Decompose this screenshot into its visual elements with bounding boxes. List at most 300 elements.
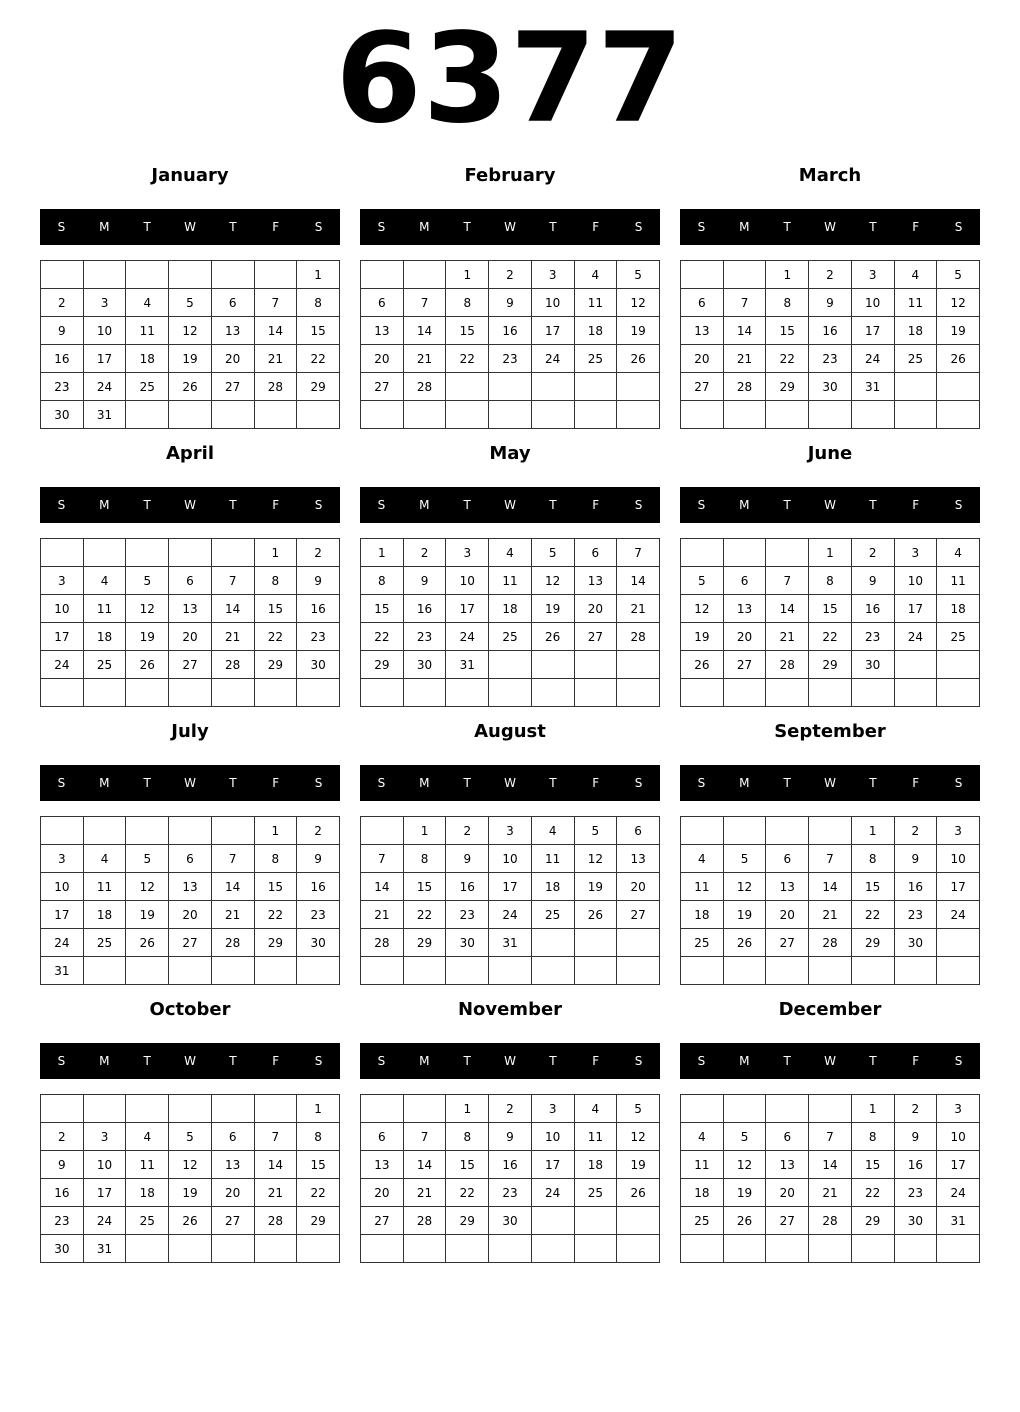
weekday-label: T	[463, 776, 471, 790]
day-cell: 12	[169, 317, 212, 345]
day-cell: 3	[83, 1123, 126, 1151]
day-cell: 19	[169, 345, 212, 373]
day-cell: 18	[681, 901, 724, 929]
day-cell: 31	[446, 651, 489, 679]
day-cell: 23	[41, 373, 84, 401]
weekday-label: T	[143, 220, 151, 234]
day-cell: 30	[41, 401, 84, 429]
weekday-label: S	[314, 220, 323, 234]
day-cell: 2	[297, 539, 340, 567]
weekday-label: S	[634, 776, 643, 790]
day-cell: 10	[937, 845, 980, 873]
day-cell: 30	[297, 651, 340, 679]
day-cell: 4	[83, 567, 126, 595]
weekday-label: T	[229, 220, 237, 234]
day-cell: 1	[297, 1095, 340, 1123]
day-cell: 16	[297, 873, 340, 901]
day-cell: 7	[211, 845, 254, 873]
day-cell: 3	[531, 1095, 574, 1123]
day-cell: 15	[361, 595, 404, 623]
day-cell: 24	[41, 929, 84, 957]
day-cell	[937, 1235, 980, 1263]
weekday-label: T	[783, 220, 791, 234]
day-cell: 22	[809, 623, 852, 651]
weekday-header	[680, 209, 980, 245]
weekday-label: T	[869, 1054, 877, 1068]
weekday-label: T	[869, 220, 877, 234]
day-cell: 26	[169, 373, 212, 401]
day-cell: 4	[83, 845, 126, 873]
day-cell	[894, 679, 937, 707]
day-cell: 23	[446, 901, 489, 929]
day-cell: 30	[489, 1207, 532, 1235]
day-cell: 29	[297, 1207, 340, 1235]
day-cell: 6	[211, 289, 254, 317]
week-row	[41, 1095, 340, 1123]
day-cell	[894, 651, 937, 679]
day-cell	[681, 1095, 724, 1123]
day-cell: 2	[446, 817, 489, 845]
day-cell: 7	[403, 289, 446, 317]
weekday-label: M	[99, 1054, 110, 1068]
day-cell	[617, 929, 660, 957]
week-row	[41, 623, 340, 651]
day-cell: 4	[894, 261, 937, 289]
day-cell: 16	[403, 595, 446, 623]
week-row	[361, 1235, 660, 1263]
day-cell	[211, 679, 254, 707]
day-cell: 25	[681, 1207, 724, 1235]
day-cell: 5	[617, 1095, 660, 1123]
day-cell: 22	[851, 901, 894, 929]
weekday-label: T	[549, 776, 557, 790]
day-cell	[809, 679, 852, 707]
weekday-label: W	[504, 776, 516, 790]
day-cell: 8	[851, 845, 894, 873]
weekday-label: T	[549, 498, 557, 512]
day-cell: 1	[403, 817, 446, 845]
day-cell	[126, 539, 169, 567]
week-row	[681, 817, 980, 845]
day-cell: 21	[361, 901, 404, 929]
weekday-label: S	[697, 220, 706, 234]
day-cell: 11	[83, 595, 126, 623]
day-cell: 18	[937, 595, 980, 623]
day-cell: 7	[361, 845, 404, 873]
day-cell	[681, 539, 724, 567]
day-cell	[574, 651, 617, 679]
week-row	[41, 1123, 340, 1151]
month-name: January	[151, 165, 229, 186]
weekday-header	[360, 1043, 660, 1079]
day-cell	[766, 539, 809, 567]
weekday-label: S	[377, 776, 386, 790]
day-cell: 5	[617, 261, 660, 289]
day-cell	[211, 957, 254, 985]
day-cell: 3	[937, 1095, 980, 1123]
day-cell: 3	[531, 261, 574, 289]
day-cell: 2	[41, 1123, 84, 1151]
weekday-label: F	[912, 498, 920, 512]
day-cell: 5	[681, 567, 724, 595]
day-cell	[126, 1095, 169, 1123]
week-row	[681, 289, 980, 317]
day-cell: 17	[446, 595, 489, 623]
day-cell: 29	[297, 373, 340, 401]
day-cell: 17	[83, 345, 126, 373]
day-cell: 31	[851, 373, 894, 401]
day-cell: 16	[41, 1179, 84, 1207]
day-cell: 17	[937, 1151, 980, 1179]
day-cell: 12	[126, 873, 169, 901]
day-cell: 17	[41, 901, 84, 929]
day-cell: 4	[574, 261, 617, 289]
day-cell	[574, 373, 617, 401]
day-cell: 21	[809, 1179, 852, 1207]
day-cell: 9	[41, 1151, 84, 1179]
day-cell	[681, 957, 724, 985]
day-cell: 29	[446, 1207, 489, 1235]
weekday-label: W	[504, 498, 516, 512]
day-cell	[894, 401, 937, 429]
weekday-header	[360, 765, 660, 801]
day-cell: 27	[766, 1207, 809, 1235]
weekday-label: F	[272, 220, 280, 234]
day-cell: 13	[361, 1151, 404, 1179]
day-cell: 1	[254, 817, 297, 845]
day-cell	[41, 539, 84, 567]
weekday-label: M	[419, 498, 430, 512]
day-cell: 1	[851, 817, 894, 845]
day-cell	[41, 261, 84, 289]
day-cell	[723, 817, 766, 845]
week-row	[41, 845, 340, 873]
day-cell: 28	[723, 373, 766, 401]
day-cell	[574, 1235, 617, 1263]
day-cell: 22	[297, 1179, 340, 1207]
day-grid	[360, 260, 660, 429]
day-cell	[937, 651, 980, 679]
weekday-label: M	[419, 1054, 430, 1068]
day-cell: 2	[894, 817, 937, 845]
week-row	[361, 1207, 660, 1235]
day-cell	[809, 1095, 852, 1123]
weekday-label: W	[824, 498, 836, 512]
weekday-label: S	[954, 220, 963, 234]
weekday-label: W	[504, 220, 516, 234]
week-row	[41, 373, 340, 401]
day-cell: 15	[851, 1151, 894, 1179]
weekday-label: M	[419, 220, 430, 234]
month-name: March	[798, 165, 862, 186]
weekday-label: T	[463, 498, 471, 512]
day-cell: 29	[766, 373, 809, 401]
month-name: November	[457, 999, 563, 1020]
day-cell	[403, 679, 446, 707]
day-cell	[937, 401, 980, 429]
week-row	[681, 539, 980, 567]
day-cell: 26	[617, 345, 660, 373]
day-cell: 16	[809, 317, 852, 345]
day-cell: 9	[851, 567, 894, 595]
day-cell: 1	[361, 539, 404, 567]
weekday-label: S	[634, 498, 643, 512]
week-row	[681, 1179, 980, 1207]
day-cell: 28	[403, 1207, 446, 1235]
day-cell: 14	[723, 317, 766, 345]
day-cell: 11	[681, 873, 724, 901]
day-cell	[126, 957, 169, 985]
day-cell: 8	[403, 845, 446, 873]
day-cell: 24	[489, 901, 532, 929]
day-cell: 10	[446, 567, 489, 595]
weekday-label: S	[954, 1054, 963, 1068]
week-row	[681, 261, 980, 289]
day-cell: 22	[254, 901, 297, 929]
day-cell: 16	[894, 873, 937, 901]
day-cell: 18	[83, 623, 126, 651]
day-cell: 26	[574, 901, 617, 929]
day-cell	[41, 679, 84, 707]
day-cell: 24	[531, 1179, 574, 1207]
week-row	[361, 845, 660, 873]
day-cell	[489, 401, 532, 429]
day-cell: 16	[297, 595, 340, 623]
day-cell	[126, 679, 169, 707]
week-row	[41, 817, 340, 845]
day-cell: 22	[361, 623, 404, 651]
day-cell: 24	[851, 345, 894, 373]
week-row	[41, 289, 340, 317]
day-cell: 11	[574, 1123, 617, 1151]
day-cell	[83, 261, 126, 289]
day-cell: 13	[574, 567, 617, 595]
day-cell: 30	[446, 929, 489, 957]
day-cell: 19	[937, 317, 980, 345]
weekday-label: W	[824, 776, 836, 790]
day-cell: 10	[83, 1151, 126, 1179]
weekday-header	[40, 209, 340, 245]
day-cell: 28	[809, 929, 852, 957]
weekday-header	[680, 487, 980, 523]
day-cell: 28	[809, 1207, 852, 1235]
day-cell: 5	[723, 845, 766, 873]
day-cell: 26	[723, 929, 766, 957]
day-cell: 13	[169, 873, 212, 901]
day-cell: 15	[254, 595, 297, 623]
day-cell: 5	[169, 289, 212, 317]
day-cell: 25	[531, 901, 574, 929]
day-cell: 12	[723, 1151, 766, 1179]
day-cell	[851, 401, 894, 429]
weekday-label: F	[272, 1054, 280, 1068]
month-name: December	[778, 999, 882, 1020]
day-cell: 1	[446, 1095, 489, 1123]
weekday-label: T	[143, 498, 151, 512]
day-cell: 29	[851, 929, 894, 957]
week-row	[361, 261, 660, 289]
day-cell	[766, 679, 809, 707]
day-cell: 14	[403, 1151, 446, 1179]
week-row	[41, 401, 340, 429]
day-cell: 23	[894, 901, 937, 929]
day-cell	[937, 373, 980, 401]
day-cell	[489, 373, 532, 401]
week-row	[361, 957, 660, 985]
day-cell: 24	[41, 651, 84, 679]
day-cell: 1	[297, 261, 340, 289]
day-cell: 23	[489, 345, 532, 373]
day-cell	[766, 401, 809, 429]
weekday-label: M	[99, 220, 110, 234]
month-name: May	[489, 443, 531, 464]
day-cell	[297, 679, 340, 707]
day-cell: 25	[126, 373, 169, 401]
day-cell: 15	[446, 1151, 489, 1179]
day-cell: 20	[723, 623, 766, 651]
weekday-label: T	[463, 1054, 471, 1068]
day-cell: 28	[254, 1207, 297, 1235]
day-cell: 6	[169, 567, 212, 595]
day-cell: 31	[83, 1235, 126, 1263]
day-cell: 30	[894, 929, 937, 957]
week-row	[41, 901, 340, 929]
day-cell: 25	[574, 1179, 617, 1207]
day-cell: 1	[446, 261, 489, 289]
day-cell: 26	[937, 345, 980, 373]
day-cell: 9	[446, 845, 489, 873]
day-cell: 28	[617, 623, 660, 651]
day-cell: 12	[617, 289, 660, 317]
day-cell: 29	[254, 651, 297, 679]
day-cell	[211, 401, 254, 429]
week-row	[361, 623, 660, 651]
day-cell: 8	[297, 1123, 340, 1151]
day-cell	[894, 1235, 937, 1263]
week-row	[361, 651, 660, 679]
weekday-label: T	[229, 498, 237, 512]
day-cell	[169, 261, 212, 289]
day-cell: 25	[937, 623, 980, 651]
week-row	[361, 539, 660, 567]
weekday-label: T	[783, 498, 791, 512]
day-cell: 12	[126, 595, 169, 623]
day-cell	[254, 679, 297, 707]
day-cell: 5	[126, 845, 169, 873]
day-cell: 27	[574, 623, 617, 651]
week-row	[361, 1095, 660, 1123]
day-cell: 6	[574, 539, 617, 567]
day-cell	[169, 1235, 212, 1263]
day-cell: 26	[723, 1207, 766, 1235]
day-cell: 15	[254, 873, 297, 901]
day-cell	[851, 1235, 894, 1263]
day-cell: 4	[531, 817, 574, 845]
day-cell	[809, 401, 852, 429]
day-cell: 8	[254, 845, 297, 873]
day-cell	[169, 817, 212, 845]
weekday-label: T	[549, 1054, 557, 1068]
day-cell	[617, 679, 660, 707]
weekday-label: S	[314, 1054, 323, 1068]
day-cell: 27	[723, 651, 766, 679]
day-cell	[41, 817, 84, 845]
day-cell: 22	[403, 901, 446, 929]
day-cell: 16	[851, 595, 894, 623]
day-cell: 20	[211, 345, 254, 373]
weekday-label: T	[869, 776, 877, 790]
day-cell: 13	[361, 317, 404, 345]
weekday-label: W	[184, 220, 196, 234]
day-cell	[723, 679, 766, 707]
day-cell	[617, 373, 660, 401]
weekday-label: S	[954, 498, 963, 512]
weekday-label: T	[549, 220, 557, 234]
day-cell: 22	[766, 345, 809, 373]
day-cell	[617, 651, 660, 679]
week-row	[361, 817, 660, 845]
day-grid	[680, 260, 980, 429]
week-row	[681, 1235, 980, 1263]
weekday-header	[40, 487, 340, 523]
day-cell: 19	[723, 901, 766, 929]
day-cell: 2	[403, 539, 446, 567]
day-cell: 8	[809, 567, 852, 595]
day-cell: 26	[126, 929, 169, 957]
day-grid	[360, 538, 660, 707]
day-cell	[403, 261, 446, 289]
day-cell: 9	[297, 845, 340, 873]
day-cell	[531, 1207, 574, 1235]
day-cell: 24	[937, 901, 980, 929]
day-cell	[937, 929, 980, 957]
day-cell: 17	[41, 623, 84, 651]
day-cell: 27	[361, 373, 404, 401]
day-cell: 2	[809, 261, 852, 289]
day-cell	[211, 817, 254, 845]
month-name: September	[774, 721, 886, 742]
day-cell: 10	[894, 567, 937, 595]
day-cell	[446, 957, 489, 985]
weekday-label: T	[783, 1054, 791, 1068]
day-cell	[297, 401, 340, 429]
day-cell: 9	[297, 567, 340, 595]
week-row	[361, 401, 660, 429]
day-cell: 26	[531, 623, 574, 651]
day-cell: 21	[403, 345, 446, 373]
day-cell	[126, 817, 169, 845]
day-cell: 24	[83, 373, 126, 401]
day-cell: 22	[297, 345, 340, 373]
weekday-label: F	[592, 220, 600, 234]
day-cell: 6	[617, 817, 660, 845]
weekday-label: S	[314, 498, 323, 512]
weekday-label: M	[739, 776, 750, 790]
week-row	[681, 651, 980, 679]
week-row	[41, 1207, 340, 1235]
week-row	[681, 567, 980, 595]
day-grid	[680, 1094, 980, 1263]
month-name: August	[474, 721, 546, 742]
day-cell	[937, 679, 980, 707]
day-cell: 3	[489, 817, 532, 845]
day-cell: 22	[446, 1179, 489, 1207]
day-cell	[531, 651, 574, 679]
day-cell: 14	[403, 317, 446, 345]
week-row	[681, 401, 980, 429]
day-cell	[361, 401, 404, 429]
day-cell: 4	[126, 1123, 169, 1151]
